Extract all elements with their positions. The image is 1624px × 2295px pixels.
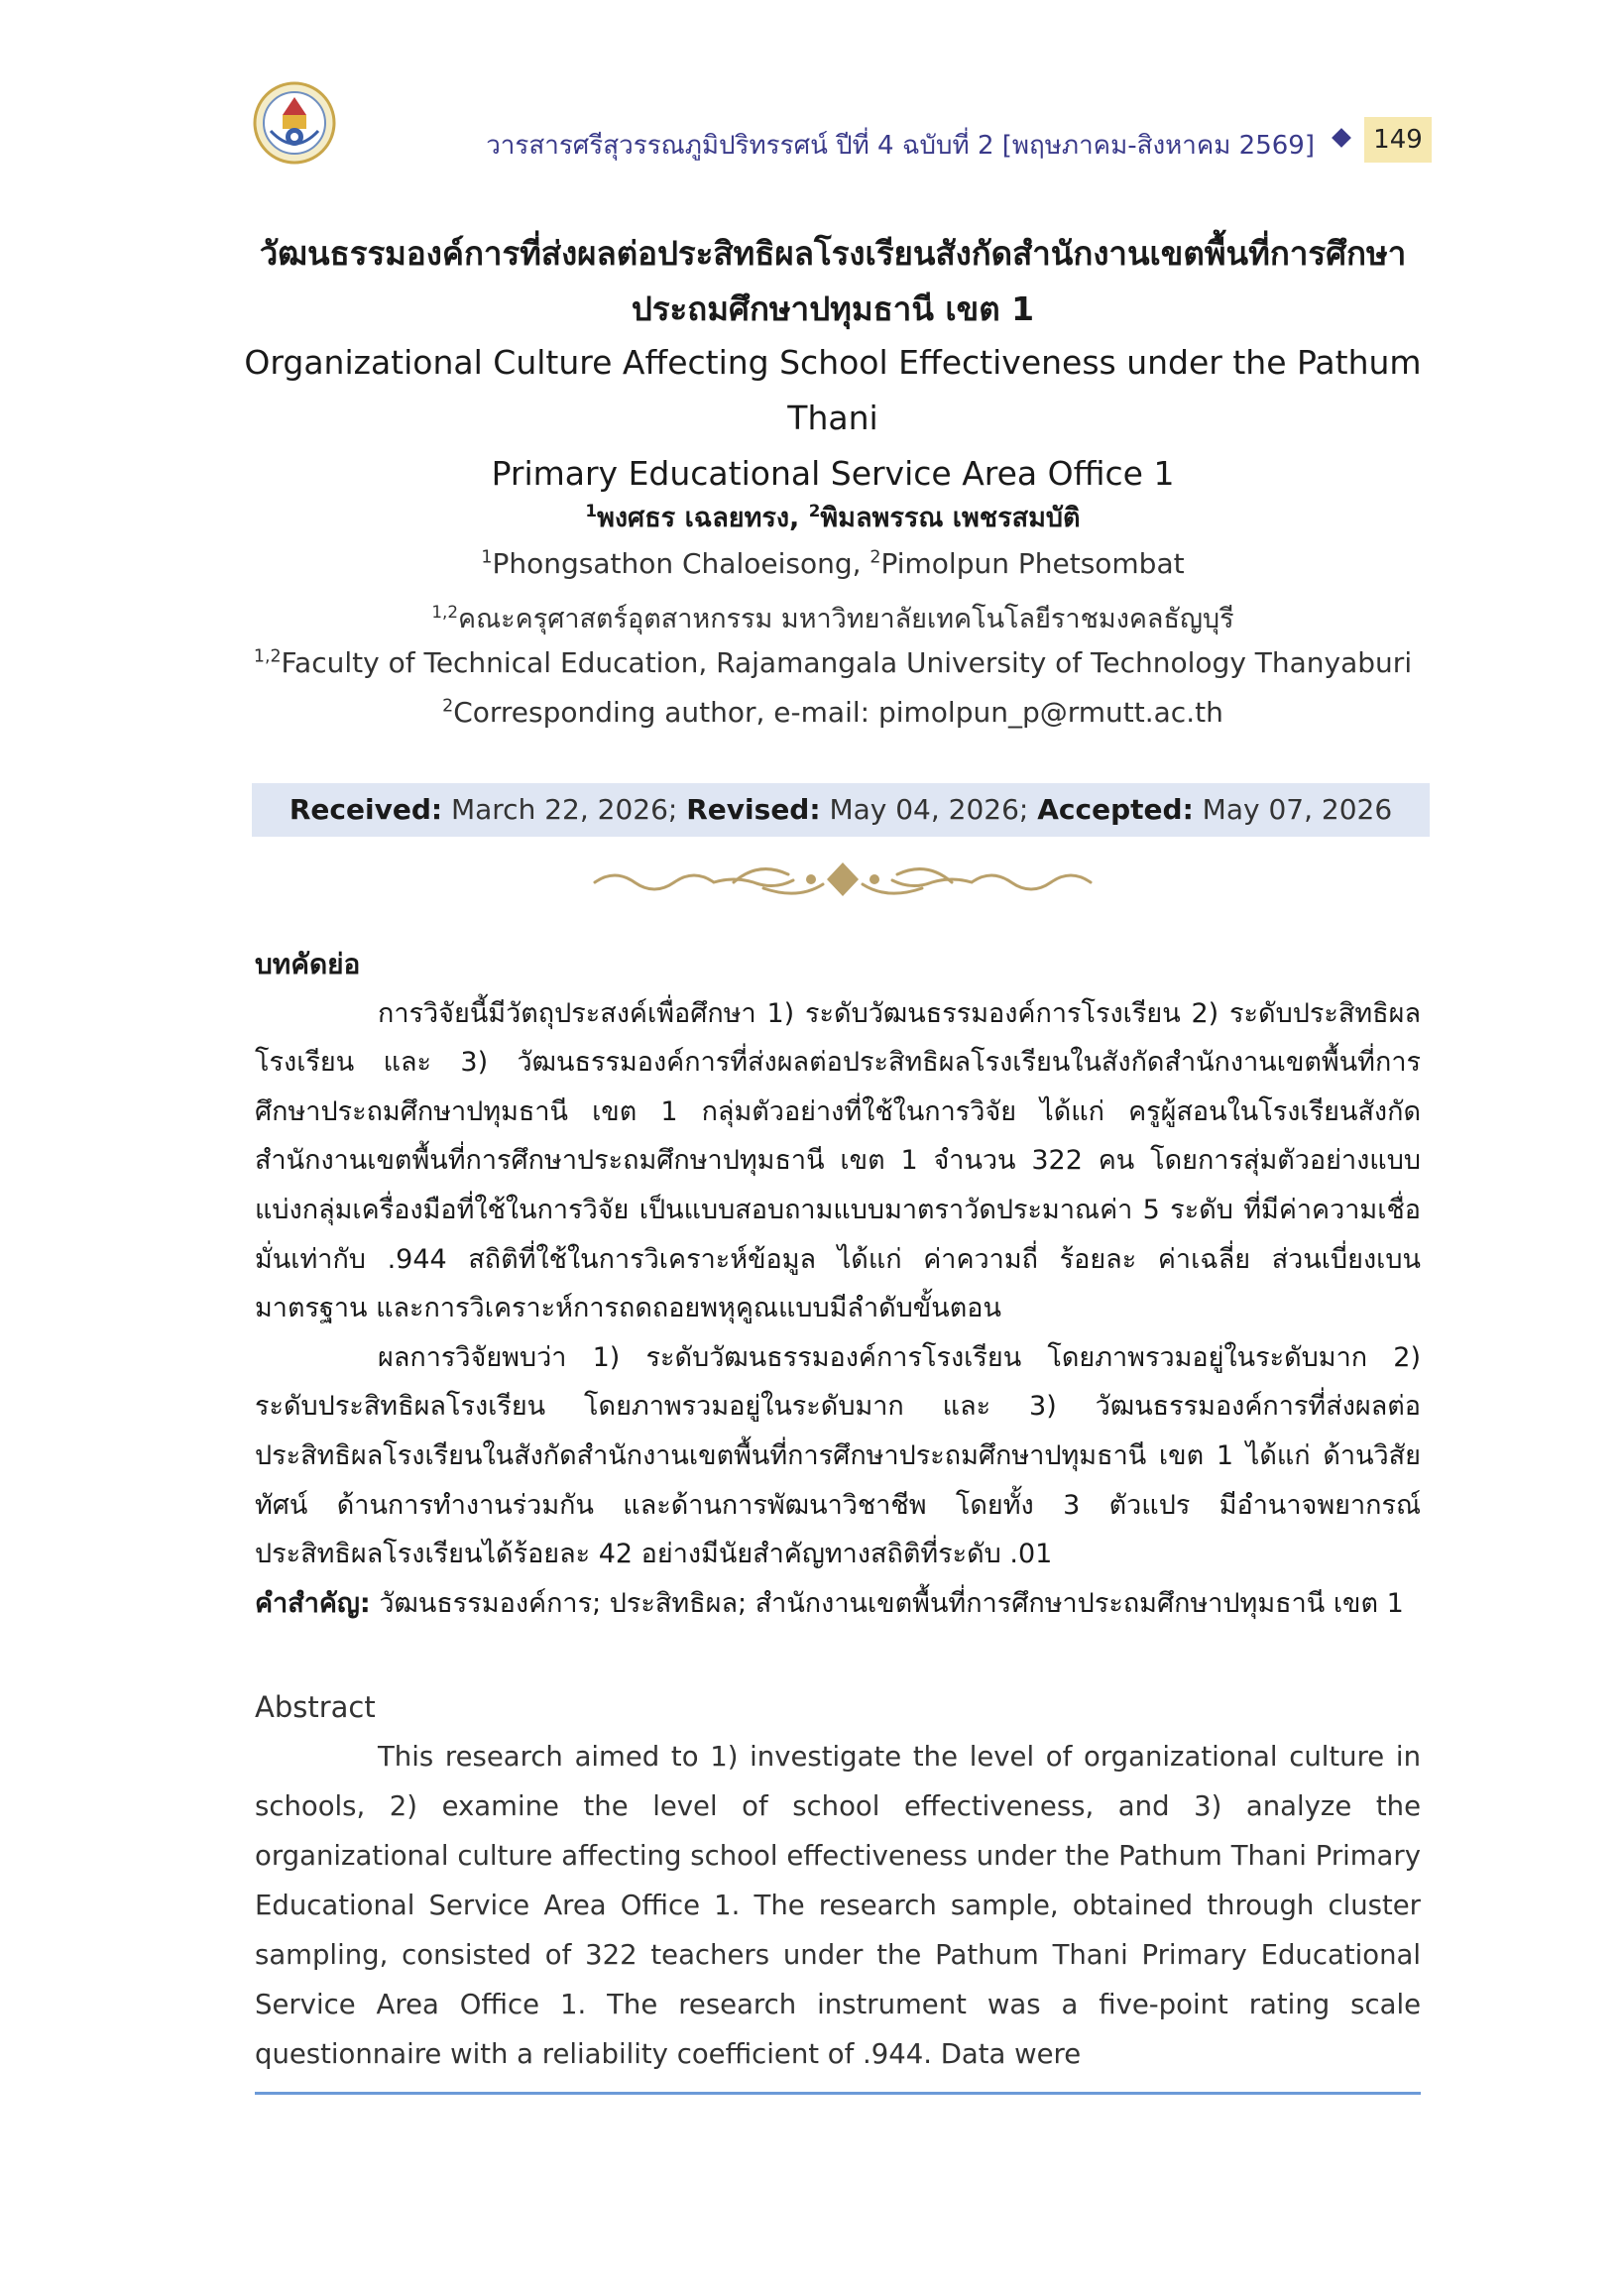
affiliation-sup: 1,2 — [431, 602, 459, 622]
affiliation-sup: 1,2 — [253, 646, 282, 667]
authors-thai — [238, 496, 1428, 538]
title-english-line1: Organizational Culture Affecting School Effectiveness under the Pathum Thani — [244, 343, 1422, 437]
author-name: Pimolpun Phetsombat — [880, 547, 1185, 580]
author-sup: 2 — [870, 547, 881, 568]
dates-text — [252, 783, 1430, 837]
author-sup: 1 — [585, 501, 598, 520]
affiliation-thai — [238, 597, 1428, 639]
abstract-english-heading: Abstract — [255, 1690, 376, 1724]
keywords-text: วัฒนธรรมองค์การ; ประสิทธิผล; สำนักงานเขตพื้นที่การศึกษาประถมศึกษาปทุมธานี เขต 1 — [370, 1587, 1404, 1619]
title-thai-line2: ประถมศึกษาปทุมธานี เขต 1 — [631, 289, 1035, 328]
abstract-thai-section — [255, 940, 1421, 1628]
diamond-bullet-icon — [1332, 128, 1351, 148]
abstract-thai-heading: บทคัดย่อ — [255, 948, 361, 980]
authors-english — [238, 547, 1428, 580]
received-date: March 22, 2026; — [442, 793, 687, 826]
accepted-label: Accepted: — [1037, 793, 1194, 826]
page-number: 149 — [1364, 117, 1432, 163]
title-english — [238, 335, 1428, 502]
revised-label: Revised: — [686, 793, 821, 826]
received-label: Received: — [289, 793, 443, 826]
journal-running-header: วารสารศรีสุวรรณภูมิปริทรรศน์ ปีที่ 4 ฉบับที่ 2 [พฤษภาคม-สิงหาคม 2569] — [486, 131, 1315, 161]
abstract-english-paragraph-1: This research aimed to 1) investigate the level of organizational culture in schools, 2) examine the level of school effectiveness, and 3) analyze the organizational culture affecting school effectiveness under the Pathum Thani Primary Educational Service Area Office 1. The research sample, obtained through cluster sampling, consisted of 322 teachers under the Pathum Thani Primary Educational Service Area Office 1. The research instrument was a five-point rating scale questionnaire with a reliability coefficient of .944. Data were — [255, 1741, 1421, 2070]
author-name: พงศธร เฉลยทรง, — [597, 503, 809, 533]
affiliation-english — [238, 646, 1428, 679]
keywords-label: คำสำคัญ: — [255, 1587, 371, 1619]
footer-rule — [255, 2092, 1421, 2095]
abstract-thai-paragraph-2: ผลการวิจัยพบว่า 1) ระดับวัฒนธรรมองค์การโรงเรียน โดยภาพรวมอยู่ในระดับมาก 2) ระดับประสิทธิผลโรงเรียน โดยภาพรวมอยู่ในระดับมาก และ 3) วัฒนธรรมองค์การที่ส่งผลต่อประสิทธิผลโรงเรียนในสังกัดสำนักงานเขตพื้นที่การศึกษาประถมศึกษาปทุมธานี เขต 1 ได้แก่ ด้านวิสัยทัศน์ ด้านการทำงานร่วมกัน และด้านการพัฒนาวิชาชีพ โดยทั้ง 3 ตัวแปร มีอำนาจพยากรณ์ประสิทธิผลโรงเรียนได้ร้อยละ 42 อย่างมีนัยสำคัญทางสถิติที่ระดับ .01 — [255, 1341, 1421, 1570]
title-thai-line1: วัฒนธรรมองค์การที่ส่งผลต่อประสิทธิผลโรงเรียนสังกัดสำนักงานเขตพื้นที่การศึกษา — [259, 234, 1407, 273]
corresponding-email: Corresponding author, e-mail: pimolpun_p@rmutt.ac.th — [453, 696, 1223, 729]
keywords-thai — [255, 1579, 1421, 1629]
author-sup: 2 — [808, 501, 821, 520]
accepted-date: May 07, 2026 — [1193, 793, 1393, 826]
journal-logo — [253, 81, 336, 165]
abstract-thai-paragraph-1: การวิจัยนี้มีวัตถุประสงค์เพื่อศึกษา 1) ระดับวัฒนธรรมองค์การโรงเรียน 2) ระดับประสิทธิผลโรงเรียน และ 3) วัฒนธรรมองค์การที่ส่งผลต่อประสิทธิผลโรงเรียนในสังกัดสำนักงานเขตพื้นที่การศึกษาประถมศึกษาปทุมธานี เขต 1 กลุ่มตัวอย่างที่ใช้ในการวิจัย ได้แก่ ครูผู้สอนในโรงเรียนสังกัดสำนักงานเขตพื้นที่การศึกษาประถมศึกษาปทุมธานี เขต 1 จำนวน 322 คน โดยการสุ่มตัวอย่างแบบแบ่งกลุ่มเครื่องมือที่ใช้ในการวิจัย เป็นแบบสอบถามแบบมาตราวัดประมาณค่า 5 ระดับ ที่มีค่าความเชื่อมั่นเท่ากับ .944 สถิติที่ใช้ในการวิเคราะห์ข้อมูล ได้แก่ ค่าความถี่ ร้อยละ ค่าเฉลี่ย ส่วนเบี่ยงเบนมาตรฐาน และการวิเคราะห์การถดถอยพหุคูณแบบมีลำดับขั้นตอน — [255, 997, 1421, 1324]
author-name: Phongsathon Chaloeisong, — [492, 547, 870, 580]
corresponding-sup: 2 — [442, 696, 454, 717]
title-thai — [238, 226, 1428, 337]
corresponding-author — [238, 696, 1428, 729]
affiliation-text: Faculty of Technical Education, Rajamangala University of Technology Thanyaburi — [281, 646, 1413, 679]
ornament-divider-icon — [585, 855, 1101, 904]
author-name: พิมลพรรณ เพชรสมบัติ — [820, 503, 1081, 533]
revised-date: May 04, 2026; — [820, 793, 1038, 826]
author-sup: 1 — [481, 547, 493, 568]
abstract-english-section — [255, 1682, 1421, 2079]
affiliation-text: คณะครุศาสตร์อุตสาหกรรม มหาวิทยาลัยเทคโนโลยีราชมงคลธัญบุรี — [458, 604, 1234, 634]
title-english-line2: Primary Educational Service Area Office 1 — [491, 454, 1175, 493]
